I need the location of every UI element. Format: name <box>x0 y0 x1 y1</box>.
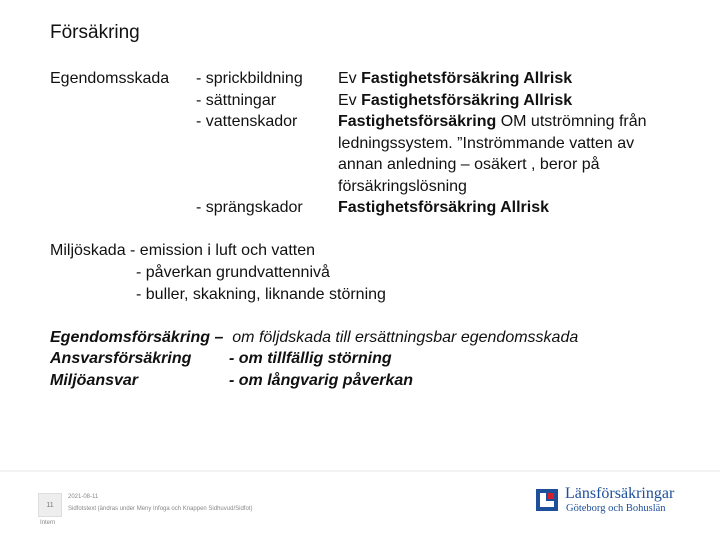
company-logo-subtitle: Göteborg och Bohuslän <box>566 503 666 514</box>
insurance-row-2-term: Ansvarsförsäkring <box>50 350 192 367</box>
insurance-row-2-desc: - om tillfällig störning <box>229 350 392 367</box>
footer-text: Sidfotstext (ändras under Meny Infoga och Knappen Sidhuvud/Sidfot) <box>68 506 253 512</box>
insurance-row-1: Egendomsförsäkring – om följdskada till ersättningsbar egendomsskada <box>50 329 579 346</box>
property-heading: Egendomsskada <box>50 70 170 87</box>
slide-title: Försäkring <box>50 22 140 43</box>
note-row-1: Ev Fastighetsförsäkring Allrisk <box>338 70 573 87</box>
property-item-crack: - sprickbildning <box>196 70 303 87</box>
company-logo-icon <box>536 489 558 511</box>
company-logo-name: Länsförsäkringar <box>565 485 675 502</box>
environment-line-1: Miljöskada - emission i luft och vatten <box>50 242 315 259</box>
property-item-water: - vattenskador <box>196 113 298 130</box>
property-item-settlement: - sättningar <box>196 91 277 109</box>
environment-line-2: - påverkan grundvattennivå <box>136 264 330 281</box>
page-number: 11 <box>38 493 62 517</box>
note-row-2: Ev Fastighetsförsäkring Allrisk <box>338 91 573 109</box>
note-row-5: annan anledning – osäkert , beror på <box>338 156 600 173</box>
insurance-row-3-term: Miljöansvar <box>50 372 139 389</box>
footer-label: Intern <box>40 520 56 526</box>
insurance-row-3-desc: - om långvarig påverkan <box>229 372 414 389</box>
property-item-blast: - sprängskador <box>196 199 303 216</box>
note-row-6: försäkringslösning <box>338 177 467 195</box>
note-row-7: Fastighetsförsäkring Allrisk <box>338 199 550 216</box>
note-row-4: ledningssystem. ”Inströmmande vatten av <box>338 134 635 152</box>
footer-divider <box>0 470 720 472</box>
note-row-3: Fastighetsförsäkring OM utströmning från <box>338 113 647 130</box>
footer-date: 2021-08-11 <box>68 494 99 500</box>
environment-line-3: - buller, skakning, liknande störning <box>136 286 386 303</box>
